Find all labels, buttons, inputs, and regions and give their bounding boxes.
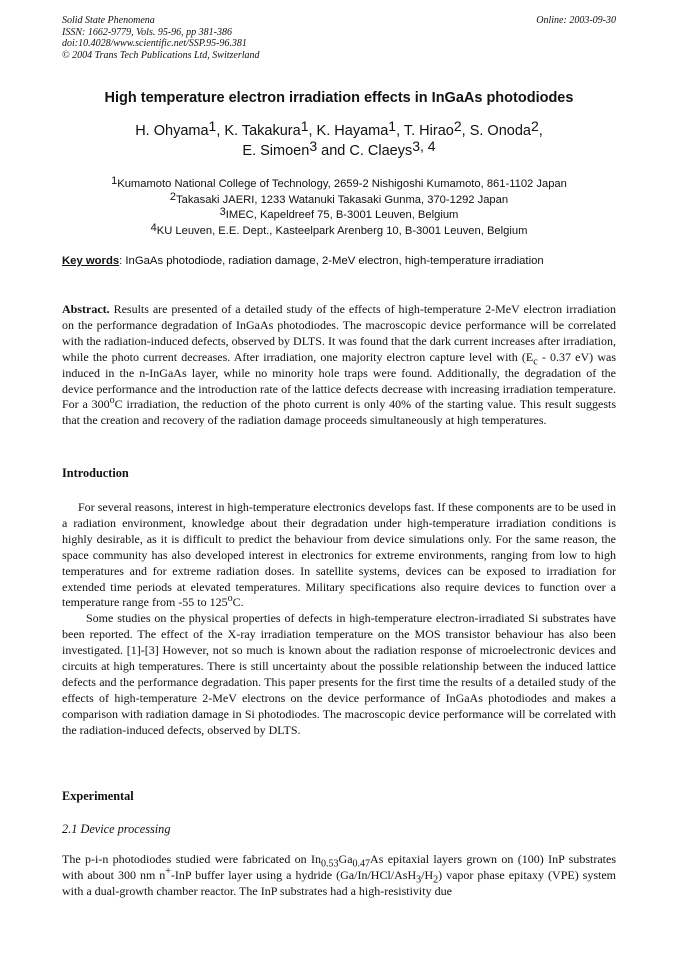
author-name: E. Simoen [242,143,310,159]
author-name: , S. Onoda [461,123,531,139]
copyright-line: © 2004 Trans Tech Publications Ltd, Switzerland [62,49,260,61]
paper-title: High temperature electron irradiation effects in InGaAs photodiodes [104,90,574,106]
affiliation-number: 3 [219,206,226,218]
experimental-paragraph [62,852,616,900]
subscript: 0.47 [352,858,371,870]
paragraph-text: For several reasons, interest in high-temperature electronics develops fast. If these components are to be used in a radiation environment, knowledge about their degradation under high-temperature irradiation conditions is highly desirable, as it is difficult to predict the behaviour from device simulations only. For the same reason, the space community has also developed interest in electronics for extreme environments, ranging from low to high temperatures and for extreme radiation doses. In satellite systems, devices can be exposed to irradiation for extended time periods at elevated temperatures. Military specifications also require devices to function over a temperature range from -55 to 125 [62,500,616,610]
subsection-heading-device-processing: 2.1 Device processing [62,822,171,836]
author-list [62,118,616,161]
header-left [62,15,260,61]
author-separator: , [538,123,543,139]
journal-name: Solid State Phenomena [62,15,155,26]
affiliation-marker: 3 [309,138,318,154]
paragraph-text: Ga [338,852,353,866]
affiliation-list [62,177,616,239]
affiliation-marker: 2 [453,118,462,134]
affiliation-item [62,208,616,224]
degree-superscript: o [109,395,115,407]
issn-line: ISSN: 1662-9779, Vols. 95-96, pp 381-386 [62,26,232,38]
subscript: 3 [416,874,422,886]
paragraph-text: As epitaxial layers grown on (100) InP substrates with about 300 nm n [62,852,616,882]
author-name: , K. Hayama [308,123,389,139]
keywords-label: Key words [62,255,120,267]
superscript: + [165,865,171,877]
author-name: H. Ohyama [135,123,209,139]
affiliation-text: KU Leuven, E.E. Dept., Kasteelpark Arenberg 10, B-3001 Leuven, Belgium [156,224,528,237]
affiliation-item [62,190,616,209]
abstract-text: Results are presented of a detailed study of the effects of high-temperature 2-MeV electron irradiation on the performance degradation of InGaAs photodiodes. The macroscopic device performance will be correlated with the radiation-induced defects, observed by DLTS. It was found that the dark current increases after irradiation, while the photo current decreases. After irradiation, one majority electron capture level with (E [62,302,616,364]
affiliation-marker: 3, 4 [412,138,436,154]
publication-header [62,15,616,61]
paragraph-text: -InP buffer layer using a hydride (Ga/In/HCl/AsH [170,867,417,882]
online-date: Online: 2003-09-30 [536,15,616,26]
affiliation-item [62,177,616,193]
author-name: , T. Hirao [396,123,454,139]
affiliation-number: 2 [169,190,177,203]
abstract-label: Abstract. [62,302,110,316]
section-heading-introduction: Introduction [62,466,129,480]
paragraph-text: /H [421,867,434,882]
affiliation-marker: 1 [388,118,397,134]
subscript: c [533,356,538,368]
section-heading-experimental: Experimental [62,789,134,803]
intro-paragraph-1 [62,500,616,611]
affiliation-number: 4 [150,221,157,234]
affiliation-text: Takasaki JAERI, 1233 Watanuki Takasaki Gunma, 370-1292 Japan [176,193,509,206]
abstract-paragraph [62,302,616,429]
affiliation-text: IMEC, Kapeldreef 75, B-3001 Leuven, Belgium [225,209,459,221]
paragraph-text: C. [232,595,244,610]
keywords-line [62,255,622,267]
keywords-text: : InGaAs photodiode, radiation damage, 2-MeV electron, high-temperature irradiation [119,255,544,267]
author-name: and C. Claeys [317,143,413,159]
paragraph-text: The p-i-n photodiodes studied were fabricated on In [62,852,322,866]
degree-superscript: o [227,593,233,605]
affiliation-marker: 2 [530,118,539,134]
affiliation-text: Kumamoto National College of Technology, 2659-2 Nishigoshi Kumamoto, 861-1102 Japan [117,178,567,190]
intro-paragraph-2: Some studies on the physical properties of defects in high-temperature electron-irradiated Si substrates have been reported. The effect of the X-ray irradiation temperature on the MOS transistor behaviour has also been investigated. [1]-[3] However, not so much is known about the radiation response of microelectronic devices and circuits at high temperatures. There is still uncertainty about the possible relationship between the induced lattice defects and the performance degradation. This paper presents for the first time the results of a detailed study of the effects of high-temperature 2-MeV electrons on the device performance of InGaAs photodiodes and makes a comparison with radiation damage in Si photodiodes. The macroscopic device performance will be correlated with the radiation-induced defects, observed by DLTS. [62,611,616,737]
abstract-text: C irradiation, the reduction of the photo current is only 40% of the starting value. This result suggests that the creation and recovery of the radiation damage proceeds simultaneously at high temperatures. [62,397,616,428]
affiliation-marker: 1 [208,118,217,134]
abstract-text: - 0.37 eV) was induced in the n-InGaAs layer, while no minority hole traps were found. Additionally, the degradation of the device performance and the introduction rate of the lattice defects decrease with increasing irradiation temperature. For a 300 [62,349,616,412]
paragraph-text: ) vapor phase epitaxy (VPE) system with a dual-growth chamber reactor. The InP substrates had a high-resistivity due [62,867,617,898]
doi-line: doi:10.4028/www.scientific.net/SSP.95-96.381 [62,38,247,49]
subscript: 0.53 [321,858,339,870]
subscript: 2 [433,874,439,886]
affiliation-number: 1 [111,175,118,187]
affiliation-item [62,221,616,240]
affiliation-marker: 1 [300,118,309,134]
author-name: , K. Takakura [216,123,301,139]
introduction-body [62,500,616,739]
